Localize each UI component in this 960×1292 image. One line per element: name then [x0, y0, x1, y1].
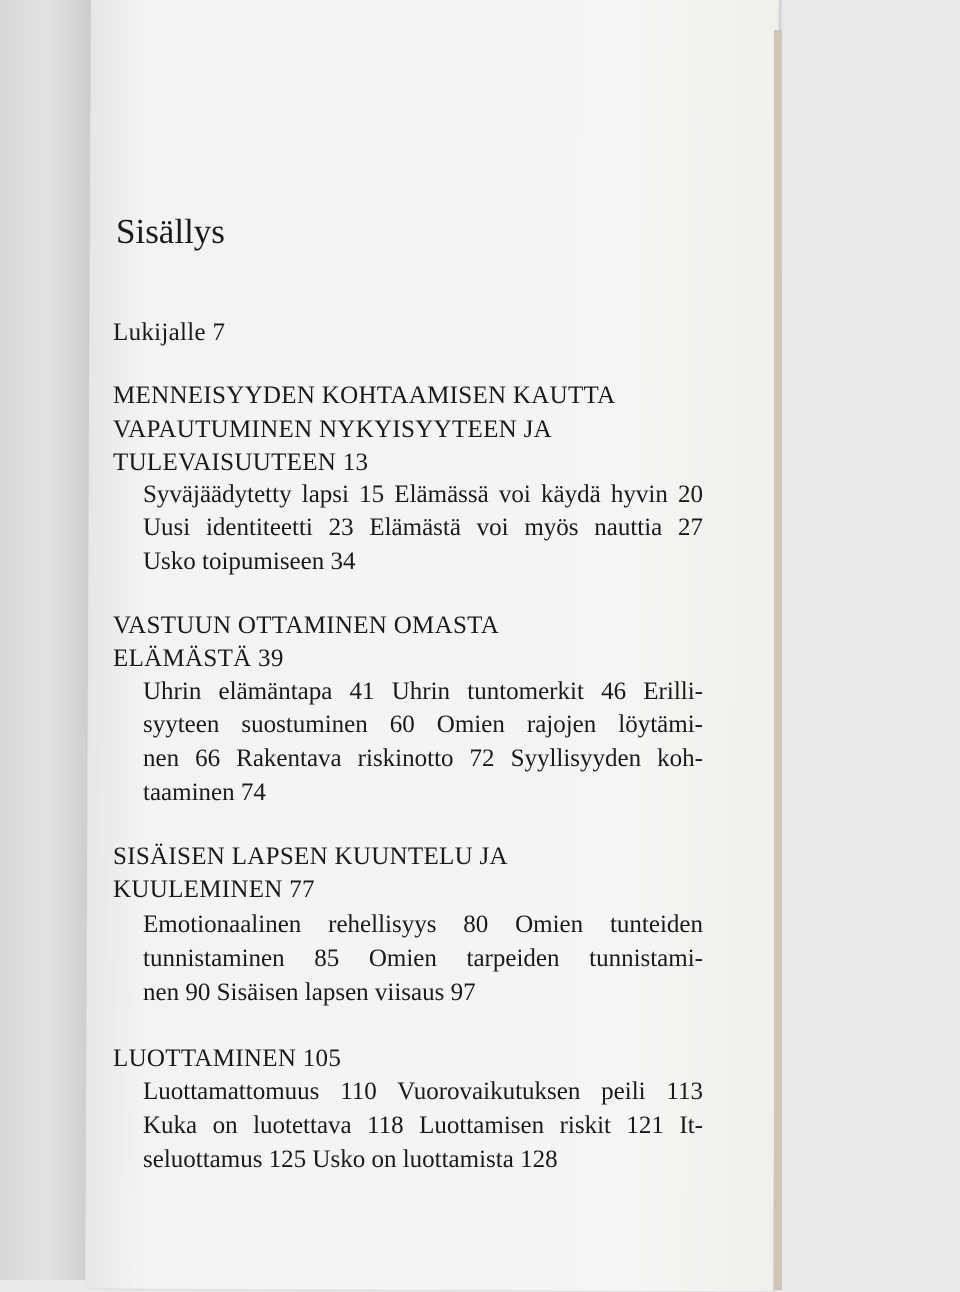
- toc-entry-line: taaminen 74: [143, 779, 266, 806]
- toc-entry-line: Uhrin elämäntapa 41 Uhrin tuntomerkit 46 Erilli-: [143, 678, 703, 705]
- section-heading: LUOTTAMINEN 105: [113, 1045, 342, 1072]
- toc-entry-line: syyteen suostuminen 60 Omien rajojen löytämi-: [143, 711, 703, 738]
- toc-entry-line: Syväjäädytetty lapsi 15 Elämässä voi käydä hyvin 20: [143, 481, 703, 508]
- toc-title: Sisällys: [116, 212, 225, 251]
- section-heading: MENNEISYYDEN KOHTAAMISEN KAUTTA: [113, 382, 616, 409]
- section-heading: TULEVAISUUTEEN 13: [113, 449, 369, 476]
- toc-entry-line: nen 90 Sisäisen lapsen viisaus 97: [143, 979, 476, 1006]
- toc-entry-line: Uusi identiteetti 23 Elämästä voi myös nauttia 27: [143, 514, 703, 541]
- section-heading: SISÄISEN LAPSEN KUUNTELU JA: [113, 843, 508, 870]
- toc-entry-line: Kuka on luotettava 118 Luottamisen riskit 121 It-: [143, 1112, 703, 1139]
- section-heading: VAPAUTUMINEN NYKYISYYTEEN JA: [113, 416, 552, 443]
- section-heading: KUULEMINEN 77: [113, 876, 315, 903]
- toc-entry-line: Usko toipumiseen 34: [143, 548, 356, 575]
- toc-intro: Lukijalle 7: [113, 319, 226, 346]
- toc-entry-line: tunnistaminen 85 Omien tarpeiden tunnistami-: [143, 945, 703, 972]
- page-edge: [774, 30, 782, 1290]
- toc-entry-line: nen 66 Rakentava riskinotto 72 Syyllisyyden koh-: [143, 745, 703, 772]
- toc-entry-line: Emotionaalinen rehellisyys 80 Omien tunteiden: [143, 911, 703, 938]
- section-heading: ELÄMÄSTÄ 39: [113, 645, 284, 672]
- toc-entry-line: Luottamattomuus 110 Vuorovaikutuksen peili 113: [143, 1078, 703, 1105]
- toc-entry-line: seluottamus 125 Usko on luottamista 128: [143, 1146, 558, 1173]
- facing-page: [0, 0, 95, 1280]
- section-heading: VASTUUN OTTAMINEN OMASTA: [113, 612, 500, 639]
